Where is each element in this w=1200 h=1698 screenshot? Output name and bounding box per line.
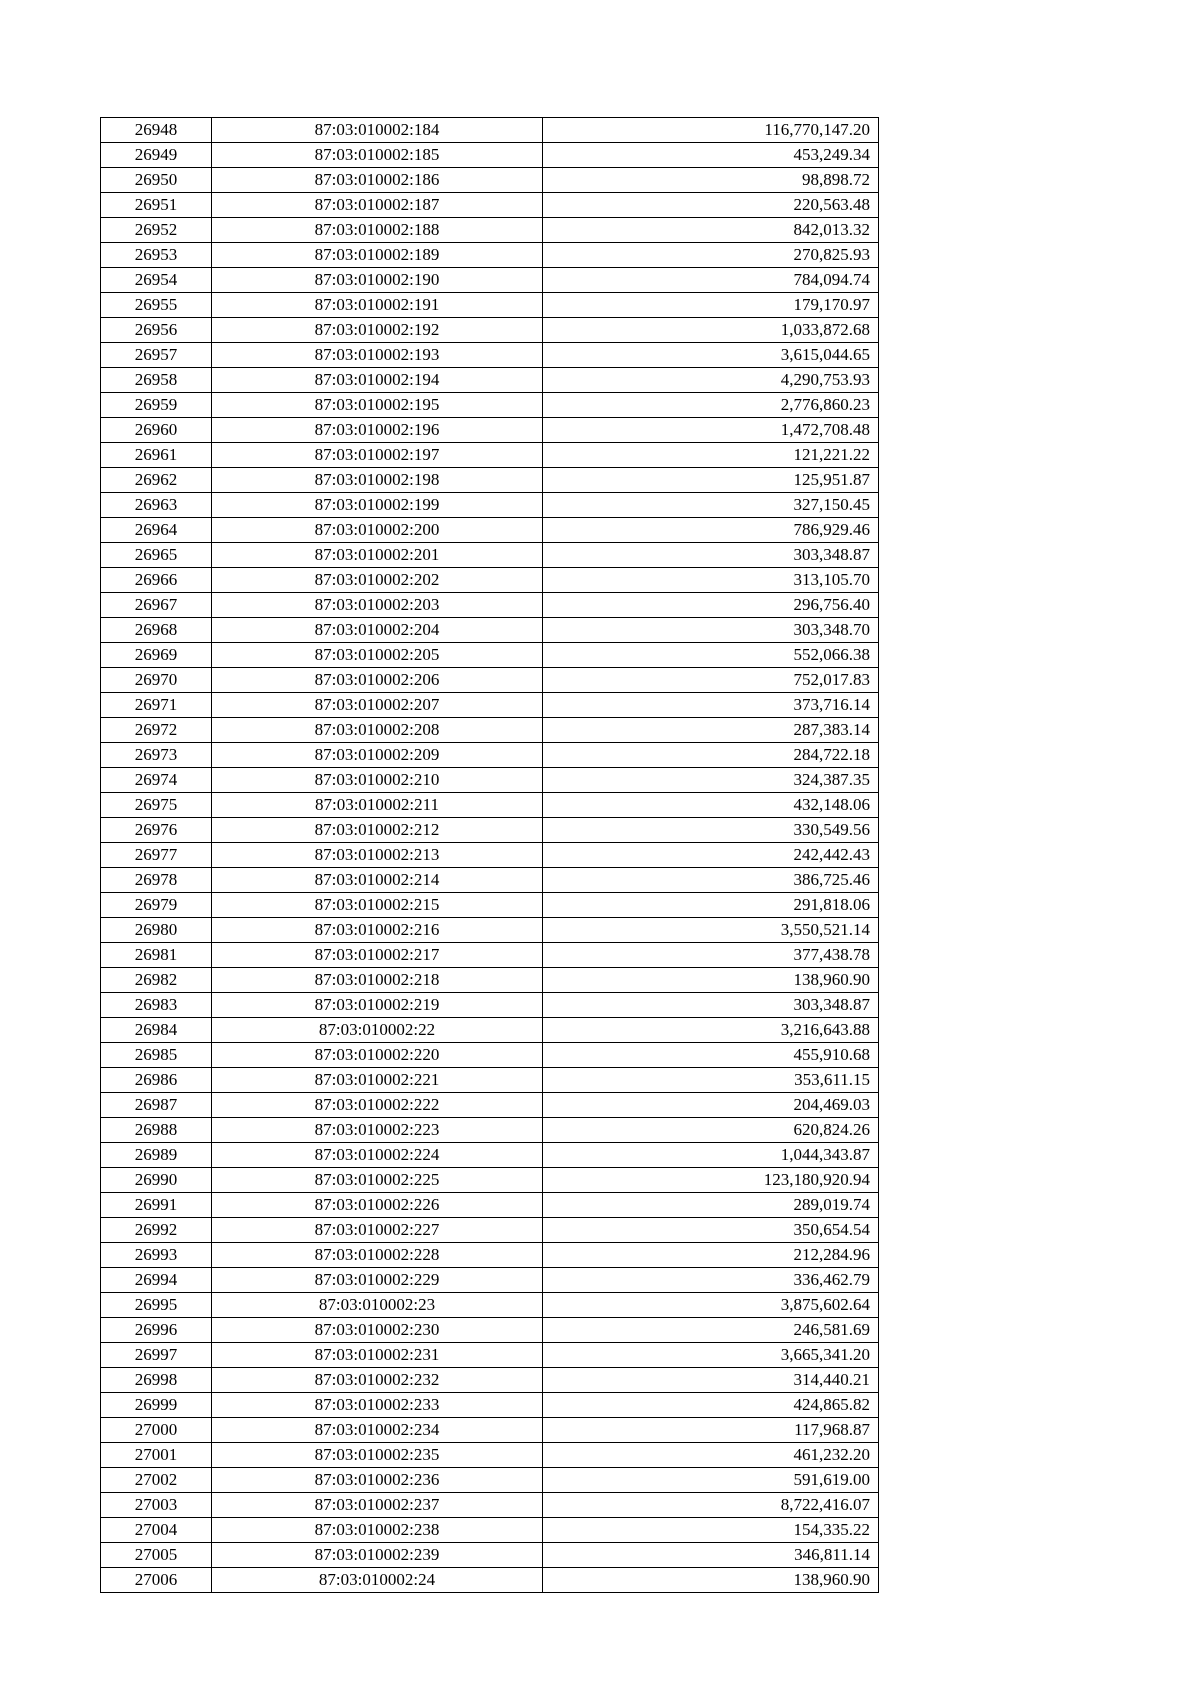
table-row	[101, 718, 879, 743]
cadastral-number-cell: 87:03:010002:193	[212, 343, 543, 368]
value-cell: 212,284.96	[543, 1243, 879, 1268]
table-row	[101, 968, 879, 993]
row-number-cell: 26955	[101, 293, 212, 318]
cadastral-number-cell: 87:03:010002:203	[212, 593, 543, 618]
value-cell: 242,442.43	[543, 843, 879, 868]
cadastral-value-table	[100, 117, 879, 1593]
table-row	[101, 843, 879, 868]
cadastral-number-cell: 87:03:010002:199	[212, 493, 543, 518]
value-cell: 4,290,753.93	[543, 368, 879, 393]
cadastral-number-cell: 87:03:010002:217	[212, 943, 543, 968]
row-number-cell: 26992	[101, 1218, 212, 1243]
table-row	[101, 1418, 879, 1443]
value-cell: 3,550,521.14	[543, 918, 879, 943]
row-number-cell: 26953	[101, 243, 212, 268]
row-number-cell: 26969	[101, 643, 212, 668]
cadastral-number-cell: 87:03:010002:188	[212, 218, 543, 243]
value-cell: 1,044,343.87	[543, 1143, 879, 1168]
cadastral-number-cell: 87:03:010002:210	[212, 768, 543, 793]
cadastral-number-cell: 87:03:010002:239	[212, 1543, 543, 1568]
cadastral-number-cell: 87:03:010002:184	[212, 118, 543, 143]
table-row	[101, 243, 879, 268]
cadastral-number-cell: 87:03:010002:213	[212, 843, 543, 868]
table-row	[101, 1193, 879, 1218]
row-number-cell: 26988	[101, 1118, 212, 1143]
row-number-cell: 26985	[101, 1043, 212, 1068]
table-row	[101, 468, 879, 493]
table-row	[101, 543, 879, 568]
value-cell: 786,929.46	[543, 518, 879, 543]
row-number-cell: 26999	[101, 1393, 212, 1418]
value-cell: 353,611.15	[543, 1068, 879, 1093]
table-row	[101, 993, 879, 1018]
value-cell: 620,824.26	[543, 1118, 879, 1143]
row-number-cell: 26964	[101, 518, 212, 543]
cadastral-number-cell: 87:03:010002:226	[212, 1193, 543, 1218]
table-row	[101, 1068, 879, 1093]
value-cell: 350,654.54	[543, 1218, 879, 1243]
table-row	[101, 268, 879, 293]
value-cell: 424,865.82	[543, 1393, 879, 1418]
cadastral-number-cell: 87:03:010002:189	[212, 243, 543, 268]
value-cell: 373,716.14	[543, 693, 879, 718]
table-row	[101, 1493, 879, 1518]
row-number-cell: 26951	[101, 193, 212, 218]
value-cell: 291,818.06	[543, 893, 879, 918]
value-cell: 303,348.87	[543, 993, 879, 1018]
cadastral-number-cell: 87:03:010002:208	[212, 718, 543, 743]
row-number-cell: 26981	[101, 943, 212, 968]
row-number-cell: 26973	[101, 743, 212, 768]
table-row	[101, 943, 879, 968]
row-number-cell: 26996	[101, 1318, 212, 1343]
cadastral-number-cell: 87:03:010002:223	[212, 1118, 543, 1143]
row-number-cell: 26990	[101, 1168, 212, 1193]
value-cell: 327,150.45	[543, 493, 879, 518]
table-row	[101, 1043, 879, 1068]
row-number-cell: 27006	[101, 1568, 212, 1593]
cadastral-number-cell: 87:03:010002:211	[212, 793, 543, 818]
value-cell: 296,756.40	[543, 593, 879, 618]
table-row	[101, 168, 879, 193]
cadastral-number-cell: 87:03:010002:24	[212, 1568, 543, 1593]
value-cell: 552,066.38	[543, 643, 879, 668]
row-number-cell: 26948	[101, 118, 212, 143]
value-cell: 2,776,860.23	[543, 393, 879, 418]
cadastral-number-cell: 87:03:010002:204	[212, 618, 543, 643]
cadastral-number-cell: 87:03:010002:22	[212, 1018, 543, 1043]
row-number-cell: 26961	[101, 443, 212, 468]
table-row	[101, 668, 879, 693]
table-row	[101, 118, 879, 143]
row-number-cell: 26984	[101, 1018, 212, 1043]
cadastral-number-cell: 87:03:010002:218	[212, 968, 543, 993]
row-number-cell: 26993	[101, 1243, 212, 1268]
cadastral-number-cell: 87:03:010002:232	[212, 1368, 543, 1393]
cadastral-number-cell: 87:03:010002:205	[212, 643, 543, 668]
table-row	[101, 293, 879, 318]
row-number-cell: 27000	[101, 1418, 212, 1443]
value-cell: 752,017.83	[543, 668, 879, 693]
row-number-cell: 26970	[101, 668, 212, 693]
value-cell: 3,615,044.65	[543, 343, 879, 368]
row-number-cell: 26976	[101, 818, 212, 843]
value-cell: 303,348.70	[543, 618, 879, 643]
row-number-cell: 26979	[101, 893, 212, 918]
cadastral-number-cell: 87:03:010002:190	[212, 268, 543, 293]
cadastral-number-cell: 87:03:010002:230	[212, 1318, 543, 1343]
value-cell: 346,811.14	[543, 1543, 879, 1568]
table-row	[101, 418, 879, 443]
cadastral-number-cell: 87:03:010002:198	[212, 468, 543, 493]
row-number-cell: 26994	[101, 1268, 212, 1293]
row-number-cell: 26980	[101, 918, 212, 943]
row-number-cell: 26966	[101, 568, 212, 593]
cadastral-number-cell: 87:03:010002:214	[212, 868, 543, 893]
value-cell: 117,968.87	[543, 1418, 879, 1443]
row-number-cell: 26995	[101, 1293, 212, 1318]
cadastral-number-cell: 87:03:010002:236	[212, 1468, 543, 1493]
value-cell: 123,180,920.94	[543, 1168, 879, 1193]
row-number-cell: 26986	[101, 1068, 212, 1093]
row-number-cell: 26949	[101, 143, 212, 168]
table-row	[101, 1293, 879, 1318]
cadastral-number-cell: 87:03:010002:233	[212, 1393, 543, 1418]
value-cell: 179,170.97	[543, 293, 879, 318]
value-cell: 154,335.22	[543, 1518, 879, 1543]
value-cell: 121,221.22	[543, 443, 879, 468]
value-cell: 386,725.46	[543, 868, 879, 893]
cadastral-number-cell: 87:03:010002:235	[212, 1443, 543, 1468]
value-cell: 3,216,643.88	[543, 1018, 879, 1043]
cadastral-number-cell: 87:03:010002:227	[212, 1218, 543, 1243]
table-row	[101, 643, 879, 668]
table-row	[101, 593, 879, 618]
cadastral-number-cell: 87:03:010002:237	[212, 1493, 543, 1518]
table-row	[101, 793, 879, 818]
table-row	[101, 393, 879, 418]
value-cell: 289,019.74	[543, 1193, 879, 1218]
row-number-cell: 26983	[101, 993, 212, 1018]
cadastral-number-cell: 87:03:010002:229	[212, 1268, 543, 1293]
value-cell: 270,825.93	[543, 243, 879, 268]
table-row	[101, 1118, 879, 1143]
value-cell: 98,898.72	[543, 168, 879, 193]
cadastral-number-cell: 87:03:010002:192	[212, 318, 543, 343]
value-cell: 591,619.00	[543, 1468, 879, 1493]
value-cell: 284,722.18	[543, 743, 879, 768]
row-number-cell: 27005	[101, 1543, 212, 1568]
row-number-cell: 26950	[101, 168, 212, 193]
value-cell: 287,383.14	[543, 718, 879, 743]
cadastral-number-cell: 87:03:010002:216	[212, 918, 543, 943]
cadastral-number-cell: 87:03:010002:231	[212, 1343, 543, 1368]
table-row	[101, 868, 879, 893]
table-row	[101, 743, 879, 768]
table-row	[101, 1093, 879, 1118]
cadastral-number-cell: 87:03:010002:234	[212, 1418, 543, 1443]
row-number-cell: 27002	[101, 1468, 212, 1493]
row-number-cell: 26977	[101, 843, 212, 868]
value-cell: 3,665,341.20	[543, 1343, 879, 1368]
cadastral-number-cell: 87:03:010002:219	[212, 993, 543, 1018]
cadastral-number-cell: 87:03:010002:215	[212, 893, 543, 918]
table-row	[101, 218, 879, 243]
value-cell: 324,387.35	[543, 768, 879, 793]
value-cell: 330,549.56	[543, 818, 879, 843]
cadastral-number-cell: 87:03:010002:196	[212, 418, 543, 443]
cadastral-number-cell: 87:03:010002:228	[212, 1243, 543, 1268]
row-number-cell: 26965	[101, 543, 212, 568]
table-row	[101, 1518, 879, 1543]
cadastral-number-cell: 87:03:010002:186	[212, 168, 543, 193]
row-number-cell: 26975	[101, 793, 212, 818]
table-row	[101, 1468, 879, 1493]
row-number-cell: 26967	[101, 593, 212, 618]
value-cell: 138,960.90	[543, 1568, 879, 1593]
cadastral-number-cell: 87:03:010002:191	[212, 293, 543, 318]
row-number-cell: 26958	[101, 368, 212, 393]
cadastral-number-cell: 87:03:010002:185	[212, 143, 543, 168]
table-row	[101, 1393, 879, 1418]
table-row	[101, 1218, 879, 1243]
row-number-cell: 26959	[101, 393, 212, 418]
table-row	[101, 143, 879, 168]
table-row	[101, 568, 879, 593]
cadastral-number-cell: 87:03:010002:212	[212, 818, 543, 843]
row-number-cell: 26963	[101, 493, 212, 518]
row-number-cell: 26987	[101, 1093, 212, 1118]
value-cell: 3,875,602.64	[543, 1293, 879, 1318]
value-cell: 1,033,872.68	[543, 318, 879, 343]
table-row	[101, 1568, 879, 1593]
table-row	[101, 1018, 879, 1043]
cadastral-number-cell: 87:03:010002:224	[212, 1143, 543, 1168]
row-number-cell: 26971	[101, 693, 212, 718]
value-cell: 220,563.48	[543, 193, 879, 218]
table-row	[101, 1343, 879, 1368]
table-row	[101, 1368, 879, 1393]
table-row	[101, 693, 879, 718]
row-number-cell: 26978	[101, 868, 212, 893]
row-number-cell: 26956	[101, 318, 212, 343]
table-row	[101, 193, 879, 218]
row-number-cell: 26962	[101, 468, 212, 493]
value-cell: 138,960.90	[543, 968, 879, 993]
value-cell: 432,148.06	[543, 793, 879, 818]
table-row	[101, 343, 879, 368]
table-row	[101, 1143, 879, 1168]
row-number-cell: 26972	[101, 718, 212, 743]
table-row	[101, 818, 879, 843]
cadastral-number-cell: 87:03:010002:202	[212, 568, 543, 593]
table-row	[101, 1443, 879, 1468]
value-cell: 377,438.78	[543, 943, 879, 968]
cadastral-number-cell: 87:03:010002:225	[212, 1168, 543, 1193]
row-number-cell: 26954	[101, 268, 212, 293]
table-row	[101, 1268, 879, 1293]
cadastral-number-cell: 87:03:010002:23	[212, 1293, 543, 1318]
value-cell: 842,013.32	[543, 218, 879, 243]
value-cell: 455,910.68	[543, 1043, 879, 1068]
row-number-cell: 26968	[101, 618, 212, 643]
table-row	[101, 1168, 879, 1193]
row-number-cell: 27004	[101, 1518, 212, 1543]
cadastral-number-cell: 87:03:010002:200	[212, 518, 543, 543]
row-number-cell: 26997	[101, 1343, 212, 1368]
cadastral-number-cell: 87:03:010002:221	[212, 1068, 543, 1093]
table-row	[101, 1243, 879, 1268]
value-cell: 246,581.69	[543, 1318, 879, 1343]
value-cell: 8,722,416.07	[543, 1493, 879, 1518]
row-number-cell: 26960	[101, 418, 212, 443]
table-row	[101, 618, 879, 643]
value-cell: 125,951.87	[543, 468, 879, 493]
row-number-cell: 26957	[101, 343, 212, 368]
row-number-cell: 26974	[101, 768, 212, 793]
cadastral-number-cell: 87:03:010002:222	[212, 1093, 543, 1118]
row-number-cell: 26998	[101, 1368, 212, 1393]
table-row	[101, 918, 879, 943]
row-number-cell: 26982	[101, 968, 212, 993]
cadastral-number-cell: 87:03:010002:197	[212, 443, 543, 468]
row-number-cell: 27001	[101, 1443, 212, 1468]
row-number-cell: 26991	[101, 1193, 212, 1218]
value-cell: 313,105.70	[543, 568, 879, 593]
row-number-cell: 26952	[101, 218, 212, 243]
table-row	[101, 443, 879, 468]
cadastral-number-cell: 87:03:010002:195	[212, 393, 543, 418]
row-number-cell: 26989	[101, 1143, 212, 1168]
table-body	[101, 118, 879, 1593]
value-cell: 1,472,708.48	[543, 418, 879, 443]
value-cell: 314,440.21	[543, 1368, 879, 1393]
table-row	[101, 493, 879, 518]
cadastral-number-cell: 87:03:010002:201	[212, 543, 543, 568]
table-row	[101, 368, 879, 393]
table-row	[101, 893, 879, 918]
cadastral-number-cell: 87:03:010002:238	[212, 1518, 543, 1543]
cadastral-number-cell: 87:03:010002:206	[212, 668, 543, 693]
value-cell: 453,249.34	[543, 143, 879, 168]
table-row	[101, 518, 879, 543]
table-row	[101, 768, 879, 793]
value-cell: 303,348.87	[543, 543, 879, 568]
value-cell: 116,770,147.20	[543, 118, 879, 143]
row-number-cell: 27003	[101, 1493, 212, 1518]
value-cell: 204,469.03	[543, 1093, 879, 1118]
cadastral-number-cell: 87:03:010002:209	[212, 743, 543, 768]
table-row	[101, 1543, 879, 1568]
table-row	[101, 1318, 879, 1343]
value-cell: 336,462.79	[543, 1268, 879, 1293]
value-cell: 461,232.20	[543, 1443, 879, 1468]
cadastral-number-cell: 87:03:010002:207	[212, 693, 543, 718]
cadastral-number-cell: 87:03:010002:187	[212, 193, 543, 218]
cadastral-number-cell: 87:03:010002:220	[212, 1043, 543, 1068]
cadastral-number-cell: 87:03:010002:194	[212, 368, 543, 393]
value-cell: 784,094.74	[543, 268, 879, 293]
table-row	[101, 318, 879, 343]
